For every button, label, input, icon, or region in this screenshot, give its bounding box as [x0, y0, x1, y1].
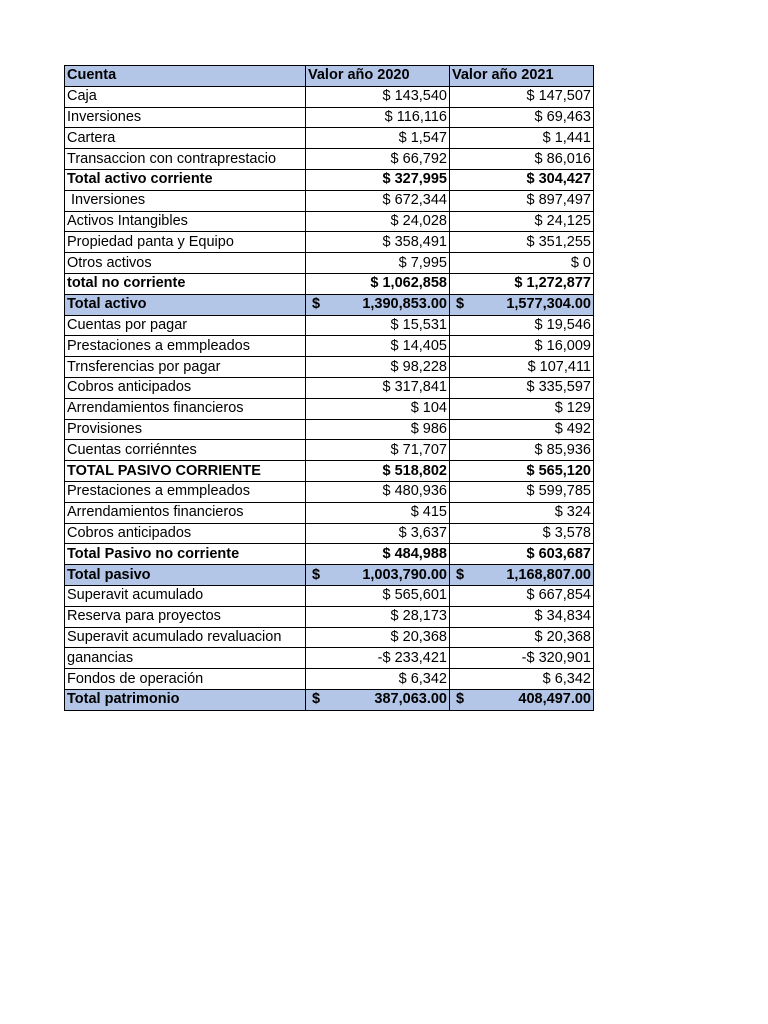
- value-cell-2020[interactable]: $ 104: [306, 398, 450, 419]
- row-label-cell[interactable]: Otros activos: [65, 253, 306, 274]
- row-label-cell[interactable]: Total activo corriente: [65, 169, 306, 190]
- row-label-cell[interactable]: Arrendamientos financieros: [65, 398, 306, 419]
- value-cell-2020[interactable]: $ 3,637: [306, 523, 450, 544]
- table-row: [65, 585, 594, 606]
- row-label-cell[interactable]: ganancias: [65, 648, 306, 669]
- accounting-value: [308, 295, 447, 314]
- table-row: [65, 211, 594, 232]
- table-row: [65, 606, 594, 627]
- amount: 408,497.00: [518, 691, 591, 708]
- currency-symbol: $: [312, 566, 321, 583]
- row-label-cell[interactable]: Provisiones: [65, 419, 306, 440]
- value-cell-2021[interactable]: $ 599,785: [450, 481, 594, 502]
- value-cell-2021[interactable]: $ 897,497: [450, 190, 594, 211]
- value-cell-2021[interactable]: $ 3,578: [450, 523, 594, 544]
- row-label-cell[interactable]: Caja: [65, 86, 306, 107]
- value-cell-2021[interactable]: $ 0: [450, 253, 594, 274]
- table-row: [65, 107, 594, 128]
- amount: 387,063.00: [374, 691, 447, 708]
- value-cell-2020[interactable]: [306, 689, 450, 710]
- row-label-cell[interactable]: Cobros anticipados: [65, 377, 306, 398]
- table-row: [65, 336, 594, 357]
- header-valor-2020[interactable]: Valor año 2020: [306, 66, 450, 87]
- row-label-cell[interactable]: Trnsferencias por pagar: [65, 357, 306, 378]
- value-cell-2020[interactable]: $ 98,228: [306, 357, 450, 378]
- value-cell-2021[interactable]: [450, 689, 594, 710]
- value-cell-2021[interactable]: $ 24,125: [450, 211, 594, 232]
- value-cell-2021[interactable]: $ 492: [450, 419, 594, 440]
- value-cell-2021[interactable]: $ 667,854: [450, 585, 594, 606]
- header-row: [65, 66, 594, 87]
- value-cell-2020[interactable]: $ 6,342: [306, 669, 450, 690]
- value-cell-2021[interactable]: $ 147,507: [450, 86, 594, 107]
- header-cuenta[interactable]: Cuenta: [65, 66, 306, 87]
- table-row: [65, 273, 594, 294]
- row-label-cell[interactable]: Superavit acumulado revaluacion: [65, 627, 306, 648]
- row-label-cell[interactable]: Superavit acumulado: [65, 585, 306, 606]
- balance-table-body: [65, 66, 594, 711]
- table-row: [65, 86, 594, 107]
- value-cell-2020[interactable]: $ 66,792: [306, 149, 450, 170]
- row-label-cell[interactable]: Total activo: [65, 294, 306, 315]
- currency-symbol: $: [312, 691, 321, 708]
- value-cell-2020[interactable]: $ 143,540: [306, 86, 450, 107]
- row-label-cell[interactable]: Cobros anticipados: [65, 523, 306, 544]
- amount: 1,168,807.00: [506, 566, 591, 583]
- value-cell-2021[interactable]: $ 20,368: [450, 627, 594, 648]
- value-cell-2021[interactable]: $ 304,427: [450, 169, 594, 190]
- row-label-cell[interactable]: Fondos de operación: [65, 669, 306, 690]
- row-label-cell[interactable]: Total patrimonio: [65, 689, 306, 710]
- row-label-cell[interactable]: Activos Intangibles: [65, 211, 306, 232]
- table-row: [65, 149, 594, 170]
- value-cell-2020[interactable]: $ 518,802: [306, 461, 450, 482]
- value-cell-2021[interactable]: $ 324: [450, 502, 594, 523]
- value-cell-2020[interactable]: $ 28,173: [306, 606, 450, 627]
- value-cell-2021[interactable]: $ 86,016: [450, 149, 594, 170]
- value-cell-2021[interactable]: -$ 320,901: [450, 648, 594, 669]
- amount: 1,390,853.00: [362, 296, 447, 313]
- value-cell-2021[interactable]: $ 6,342: [450, 669, 594, 690]
- value-cell-2020[interactable]: $ 14,405: [306, 336, 450, 357]
- table-row: [65, 669, 594, 690]
- row-label-cell[interactable]: Prestaciones a emmpleados: [65, 336, 306, 357]
- row-label-cell[interactable]: Prestaciones a emmpleados: [65, 481, 306, 502]
- accounting-value: [308, 566, 447, 585]
- value-cell-2020[interactable]: -$ 233,421: [306, 648, 450, 669]
- value-cell-2021[interactable]: [450, 294, 594, 315]
- accounting-value: [452, 566, 591, 585]
- value-cell-2020[interactable]: $ 480,936: [306, 481, 450, 502]
- value-cell-2021[interactable]: $ 335,597: [450, 377, 594, 398]
- currency-symbol: $: [312, 296, 321, 313]
- row-label-cell[interactable]: Reserva para proyectos: [65, 606, 306, 627]
- amount: 1,577,304.00: [506, 296, 591, 313]
- value-cell-2020[interactable]: $ 484,988: [306, 544, 450, 565]
- table-row: [65, 128, 594, 149]
- row-label-cell[interactable]: TOTAL PASIVO CORRIENTE: [65, 461, 306, 482]
- row-label-cell[interactable]: Cuentas por pagar: [65, 315, 306, 336]
- value-cell-2020[interactable]: $ 565,601: [306, 585, 450, 606]
- table-row: [65, 440, 594, 461]
- table-row: [65, 398, 594, 419]
- table-row: [65, 315, 594, 336]
- value-cell-2020[interactable]: $ 1,547: [306, 128, 450, 149]
- accounting-value: [308, 690, 447, 709]
- table-row: [65, 689, 594, 710]
- value-cell-2021[interactable]: $ 107,411: [450, 357, 594, 378]
- row-label-cell[interactable]: total no corriente: [65, 273, 306, 294]
- currency-symbol: $: [456, 566, 465, 583]
- value-cell-2020[interactable]: $ 116,116: [306, 107, 450, 128]
- table-row: [65, 627, 594, 648]
- value-cell-2021[interactable]: $ 351,255: [450, 232, 594, 253]
- accounting-value: [452, 690, 591, 709]
- value-cell-2020[interactable]: [306, 294, 450, 315]
- value-cell-2021[interactable]: $ 129: [450, 398, 594, 419]
- value-cell-2021[interactable]: $ 565,120: [450, 461, 594, 482]
- table-row: [65, 419, 594, 440]
- table-row: [65, 461, 594, 482]
- value-cell-2021[interactable]: $ 19,546: [450, 315, 594, 336]
- accounting-value: [452, 295, 591, 314]
- value-cell-2020[interactable]: $ 1,062,858: [306, 273, 450, 294]
- row-label-cell[interactable]: Transaccion con contraprestacio: [65, 149, 306, 170]
- value-cell-2021[interactable]: $ 1,272,877: [450, 273, 594, 294]
- value-cell-2020[interactable]: $ 415: [306, 502, 450, 523]
- table-row: [65, 544, 594, 565]
- table-row: [65, 377, 594, 398]
- row-label-cell[interactable]: Total pasivo: [65, 565, 306, 586]
- value-cell-2021[interactable]: $ 603,687: [450, 544, 594, 565]
- value-cell-2021[interactable]: $ 1,441: [450, 128, 594, 149]
- value-cell-2020[interactable]: $ 71,707: [306, 440, 450, 461]
- value-cell-2021[interactable]: $ 69,463: [450, 107, 594, 128]
- table-row: [65, 190, 594, 211]
- table-row: [65, 565, 594, 586]
- row-label-cell[interactable]: Inversiones: [65, 107, 306, 128]
- value-cell-2020[interactable]: $ 15,531: [306, 315, 450, 336]
- value-cell-2020[interactable]: $ 317,841: [306, 377, 450, 398]
- row-label-cell[interactable]: Propiedad panta y Equipo: [65, 232, 306, 253]
- value-cell-2021[interactable]: $ 34,834: [450, 606, 594, 627]
- value-cell-2021[interactable]: $ 16,009: [450, 336, 594, 357]
- balance-table: [64, 65, 594, 711]
- value-cell-2020[interactable]: $ 24,028: [306, 211, 450, 232]
- value-cell-2020[interactable]: $ 986: [306, 419, 450, 440]
- row-label-cell[interactable]: Total Pasivo no corriente: [65, 544, 306, 565]
- row-label-cell[interactable]: Cartera: [65, 128, 306, 149]
- amount: 1,003,790.00: [362, 566, 447, 583]
- table-row: [65, 253, 594, 274]
- table-row: [65, 357, 594, 378]
- value-cell-2020[interactable]: $ 358,491: [306, 232, 450, 253]
- value-cell-2020[interactable]: $ 7,995: [306, 253, 450, 274]
- table-row: [65, 648, 594, 669]
- header-valor-2021[interactable]: Valor año 2021: [450, 66, 594, 87]
- value-cell-2020[interactable]: $ 20,368: [306, 627, 450, 648]
- table-row: [65, 294, 594, 315]
- table-row: [65, 523, 594, 544]
- currency-symbol: $: [456, 691, 465, 708]
- value-cell-2020[interactable]: $ 672,344: [306, 190, 450, 211]
- currency-symbol: $: [456, 296, 465, 313]
- row-label-cell[interactable]: Cuentas corriénntes: [65, 440, 306, 461]
- value-cell-2021[interactable]: [450, 565, 594, 586]
- table-row: [65, 232, 594, 253]
- table-row: [65, 169, 594, 190]
- value-cell-2021[interactable]: $ 85,936: [450, 440, 594, 461]
- value-cell-2020[interactable]: $ 327,995: [306, 169, 450, 190]
- row-label-cell[interactable]: Inversiones: [65, 190, 306, 211]
- row-label-cell[interactable]: Arrendamientos financieros: [65, 502, 306, 523]
- table-row: [65, 502, 594, 523]
- table-row: [65, 481, 594, 502]
- value-cell-2020[interactable]: [306, 565, 450, 586]
